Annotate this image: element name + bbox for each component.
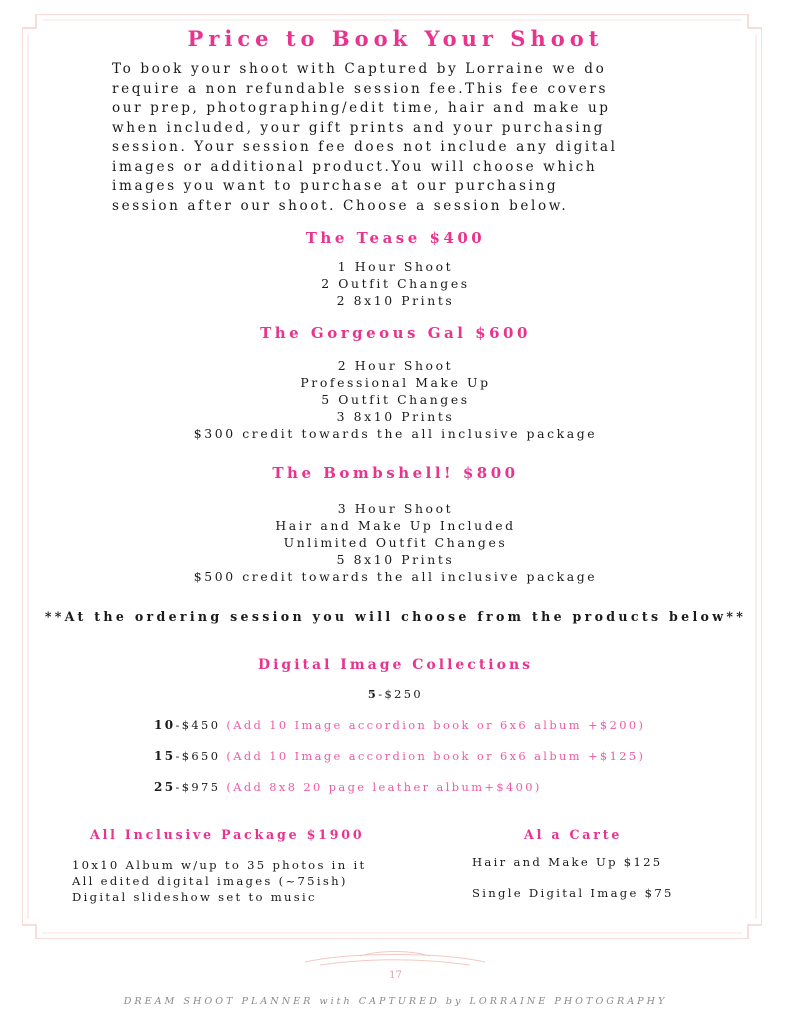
intro-line: session. Your session fee does not include any digital bbox=[112, 139, 618, 155]
digital-addon-note: (Add 8x8 20 page leather album+$400) bbox=[226, 780, 542, 794]
package-item: 1 Hour Shoot bbox=[337, 259, 454, 274]
package-item: Hair and Make Up Included bbox=[275, 518, 516, 533]
package-item: Professional Make Up bbox=[300, 375, 491, 390]
package-gorgeous-list bbox=[0, 357, 791, 442]
digital-count: 10 bbox=[154, 718, 176, 732]
intro-line: session after our shoot. Choose a session below. bbox=[112, 197, 569, 214]
package-tease-list bbox=[0, 258, 791, 309]
package-tease-heading: The Tease $400 bbox=[305, 229, 486, 247]
digital-addon-note: (Add 10 Image accordion book or 6x6 album +$125) bbox=[226, 749, 646, 763]
footer-text: DREAM SHOOT PLANNER with CAPTURED by LORRAINE PHOTOGRAPHY bbox=[123, 996, 668, 1007]
package-item: 2 Outfit Changes bbox=[321, 276, 470, 291]
a-la-carte-item: Hair and Make Up $125 bbox=[472, 855, 663, 869]
package-bombshell-heading: The Bombshell! $800 bbox=[272, 464, 519, 482]
package-item: 5 Outfit Changes bbox=[321, 392, 470, 407]
package-item: 3 8x10 Prints bbox=[336, 409, 455, 424]
all-inclusive-item: All edited digital images (~75ish) bbox=[72, 874, 348, 888]
digital-price: -$975 bbox=[175, 780, 221, 794]
intro-line: require a non refundable session fee.This fee covers bbox=[112, 80, 609, 97]
digital-price: -$250 bbox=[378, 687, 424, 701]
page-title: Price to Book Your Shoot bbox=[187, 26, 604, 51]
package-item: 3 Hour Shoot bbox=[337, 501, 454, 516]
flourish-icon bbox=[300, 948, 490, 972]
all-inclusive-item: Digital slideshow set to music bbox=[72, 890, 317, 904]
intro-line: images you want to purchase at our purchasing bbox=[112, 178, 559, 194]
package-gorgeous-heading: The Gorgeous Gal $600 bbox=[260, 324, 531, 342]
intro-paragraph bbox=[112, 60, 692, 216]
digital-count: 25 bbox=[154, 780, 176, 794]
package-item: Unlimited Outfit Changes bbox=[283, 535, 508, 550]
intro-line: images or additional product.You will choose which bbox=[112, 158, 598, 175]
digital-price: -$450 bbox=[175, 718, 221, 732]
all-inclusive-heading: All Inclusive Package $1900 bbox=[90, 827, 365, 842]
digital-count: 15 bbox=[154, 749, 176, 763]
ordering-note: **At the ordering session you will choose from the products below** bbox=[44, 609, 747, 624]
package-bombshell-list bbox=[0, 500, 791, 585]
intro-line: our prep, photographing/edit time, hair and make up bbox=[112, 100, 611, 116]
package-item: $500 credit towards the all inclusive package bbox=[193, 569, 598, 584]
digital-addon-note: (Add 10 Image accordion book or 6x6 album +$200) bbox=[226, 718, 646, 732]
package-item: 2 Hour Shoot bbox=[337, 358, 454, 373]
all-inclusive-item: 10x10 Album w/up to 35 photos in it bbox=[72, 858, 367, 872]
package-item: $300 credit towards the all inclusive package bbox=[193, 426, 598, 441]
intro-line: when included, your gift prints and your purchasing bbox=[112, 119, 605, 136]
digital-row-5 bbox=[0, 687, 791, 701]
digital-row-25 bbox=[154, 780, 542, 794]
package-item: 5 8x10 Prints bbox=[336, 552, 455, 567]
digital-price: -$650 bbox=[175, 749, 221, 763]
intro-line: To book your shoot with Captured by Lorraine we do bbox=[112, 61, 607, 77]
digital-collections-heading: Digital Image Collections bbox=[257, 657, 534, 673]
digital-row-10 bbox=[154, 718, 645, 732]
a-la-carte-item: Single Digital Image $75 bbox=[472, 886, 674, 900]
a-la-carte-heading: Al a Carte bbox=[524, 827, 623, 842]
package-item: 2 8x10 Prints bbox=[336, 293, 455, 308]
page-number: 17 bbox=[389, 970, 402, 981]
digital-count: 5 bbox=[367, 687, 379, 701]
digital-row-15 bbox=[154, 749, 645, 763]
